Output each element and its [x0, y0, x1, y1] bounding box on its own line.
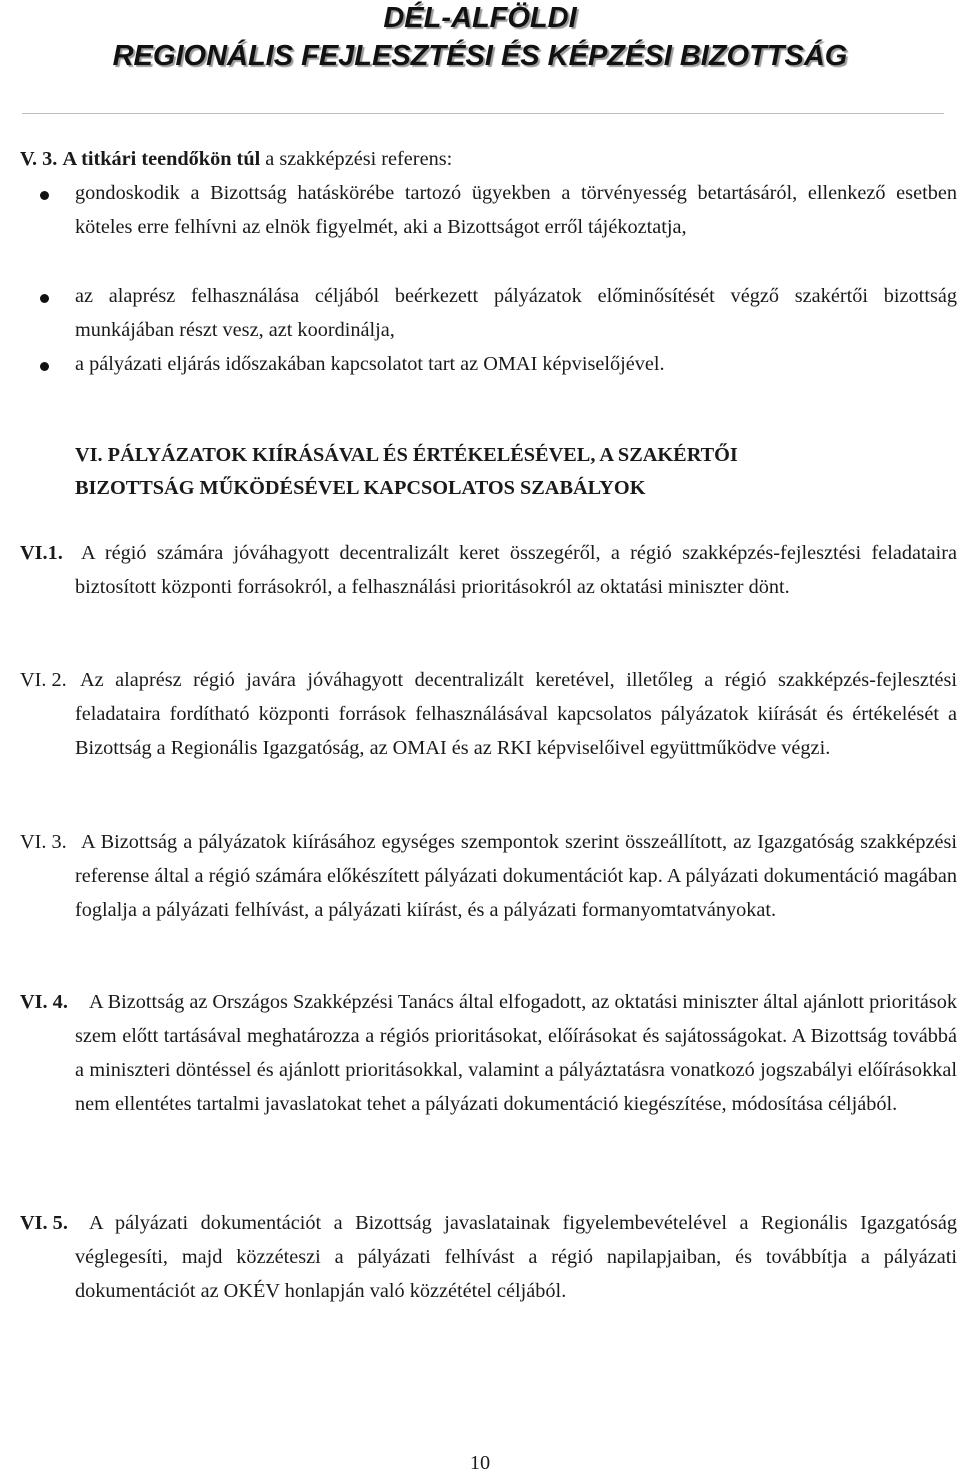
- section-vi-heading-line2: BIZOTTSÁG MŰKÖDÉSÉVEL KAPCSOLATOS SZABÁLYOK: [75, 477, 646, 499]
- item-number-vi3: VI. 3.: [20, 831, 67, 853]
- bullet-dot-1: [40, 191, 49, 200]
- document-header-line2: REGIONÁLIS FEJLESZTÉSI ÉS KÉPZÉSI BIZOTTSÁG: [112, 40, 848, 72]
- page-number: 10: [469, 1452, 491, 1474]
- item-text-vi4: A Bizottság az Országos Szakképzési Tanács által elfogadott, az oktatási miniszter által ajánlott prioritások szem előtt tartásával meghatározza a régiós prioritásokat, előírásokat és sajátosságokat. A Bizottság továbbá a miniszteri döntéssel és ajánlott prioritásokkal, valamint a pályáztatásra vonatkozó jogszabályi előírásokkal nem ellentétes tartalmi javaslatokat tehet a pályázati dokumentáció kiegészítése, módosítása céljából.: [75, 991, 957, 1115]
- item-number-vi2: VI. 2.: [20, 669, 67, 691]
- item-text-vi3: A Bizottság a pályázatok kiírásához egységes szempontok szerint összeállított, az Igazgatóság szakképzési referense által a régió számára előkészített pályázati dokumentációt kap. A pályázati dokumentáció magában foglalja a pályázati felhívást, a pályázati kiírást, és a pályázati formanyomtatványokat.: [75, 831, 957, 921]
- bullet-item-1: gondoskodik a Bizottság hatáskörébe tartozó ügyekben a törvényesség betartásáról, ellenkező esetben köteles erre felhívni az elnök figyelmét, aki a Bizottságot erről tájékoztatja,: [75, 182, 957, 238]
- section-vi-heading-line1: VI. PÁLYÁZATOK KIÍRÁSÁVAL ÉS ÉRTÉKELÉSÉVEL, A SZAKÉRTŐI: [75, 444, 738, 466]
- document-header-line1: DÉL-ALFÖLDI: [383, 2, 577, 34]
- section-v3-intro-bold: A titkári teendőkön túl: [62, 148, 261, 170]
- section-v3-intro-rest: a szakképzési referens:: [260, 148, 453, 170]
- section-v3-number: V. 3.: [20, 148, 58, 170]
- item-number-vi1: VI.1.: [20, 542, 63, 564]
- bullet-dot-3: [40, 362, 49, 371]
- bullet-dot-2: [40, 294, 49, 303]
- item-number-vi4: VI. 4.: [20, 991, 68, 1013]
- header-divider: [22, 113, 944, 114]
- item-text-vi1: A régió számára jóváhagyott decentralizált keret összegéről, a régió szakképzés-fejlesztési feladataira biztosított központi forrásokról, a felhasználási prioritásokról az oktatási miniszter dönt.: [75, 542, 957, 598]
- bullet-item-2: az alaprész felhasználása céljából beérkezett pályázatok előminősítését végző szakértői bizottság munkájában részt vesz, azt koordinálja,: [75, 285, 957, 341]
- item-text-vi2: Az alaprész régió javára jóváhagyott decentralizált keretével, illetőleg a régió szakképzés-fejlesztési feladataira fordítható központi források felhasználásával kapcsolatos pályázatok kiírását és értékelését a Bizottság a Regionális Igazgatóság, az OMAI és az RKI képviselőivel együttműködve végzi.: [75, 669, 957, 759]
- bullet-item-3: a pályázati eljárás időszakában kapcsolatot tart az OMAI képviselőjével.: [75, 353, 665, 375]
- item-number-vi5: VI. 5.: [20, 1212, 68, 1234]
- item-text-vi5: A pályázati dokumentációt a Bizottság javaslatainak figyelembevételével a Regionális Igazgatóság véglegesíti, majd közzéteszi a pályázati felhívást a régió napilapjaiban, és továbbítja a pályázati dokumentációt az OKÉV honlapján való közzététel céljából.: [75, 1212, 957, 1302]
- section-v3-intro: [20, 142, 452, 176]
